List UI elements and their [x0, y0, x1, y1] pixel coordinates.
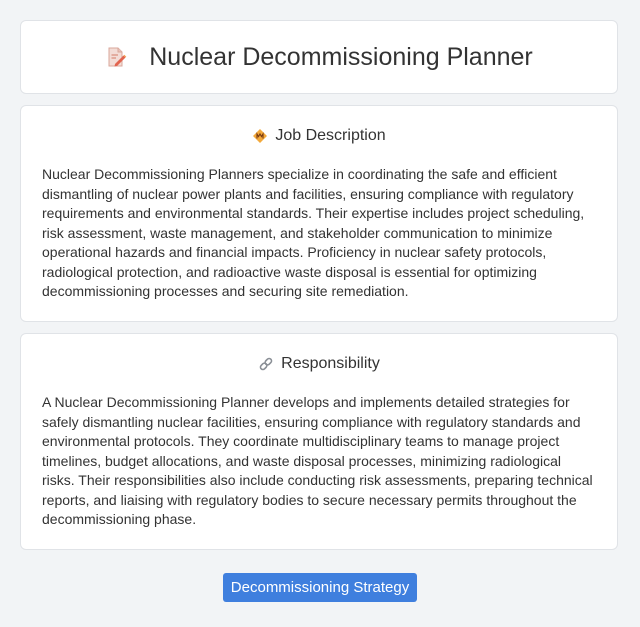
link-icon: [258, 356, 274, 372]
document-pencil-icon: [105, 46, 127, 68]
job-description-text: Nuclear Decommissioning Planners specialize in coordinating the safe and efficient dismantling of nuclear power plants and facilities, ensuring compliance with regulatory requirements and environmental standards. Their expertise includes project scheduling, risk assessment, waste management, and stakeholder communication to minimize operational hazards and financial impacts. Proficiency in nuclear safety protocols, radiological protection, and radioactive waste disposal is essential for optimizing decommissioning processes and securing site remediation.: [42, 166, 585, 299]
badge-icon: [252, 128, 268, 144]
page-title: Nuclear Decommissioning Planner: [149, 42, 533, 71]
job-description-card: [20, 105, 618, 322]
tag-container: [0, 573, 640, 602]
decommissioning-strategy-tag[interactable]: Decommissioning Strategy: [223, 573, 417, 602]
responsibility-header: [42, 354, 596, 374]
responsibility-text: A Nuclear Decommissioning Planner develops and implements detailed strategies for safely dismantling nuclear facilities, ensuring compliance with regulatory standards and environmental protocols. They coordinate multidisciplinary teams to manage project timelines, budget allocations, and waste disposal processes, minimizing radiological risks. Their responsibilities also include conducting risk assessments, preparing technical reports, and liaising with regulatory bodies to secure necessary permits throughout the decommissioning phase.: [42, 394, 593, 527]
job-description-header: [42, 126, 596, 146]
job-description-title: Job Description: [275, 127, 386, 144]
title-card: [20, 20, 618, 94]
responsibility-card: [20, 333, 618, 550]
responsibility-title: Responsibility: [281, 355, 380, 372]
